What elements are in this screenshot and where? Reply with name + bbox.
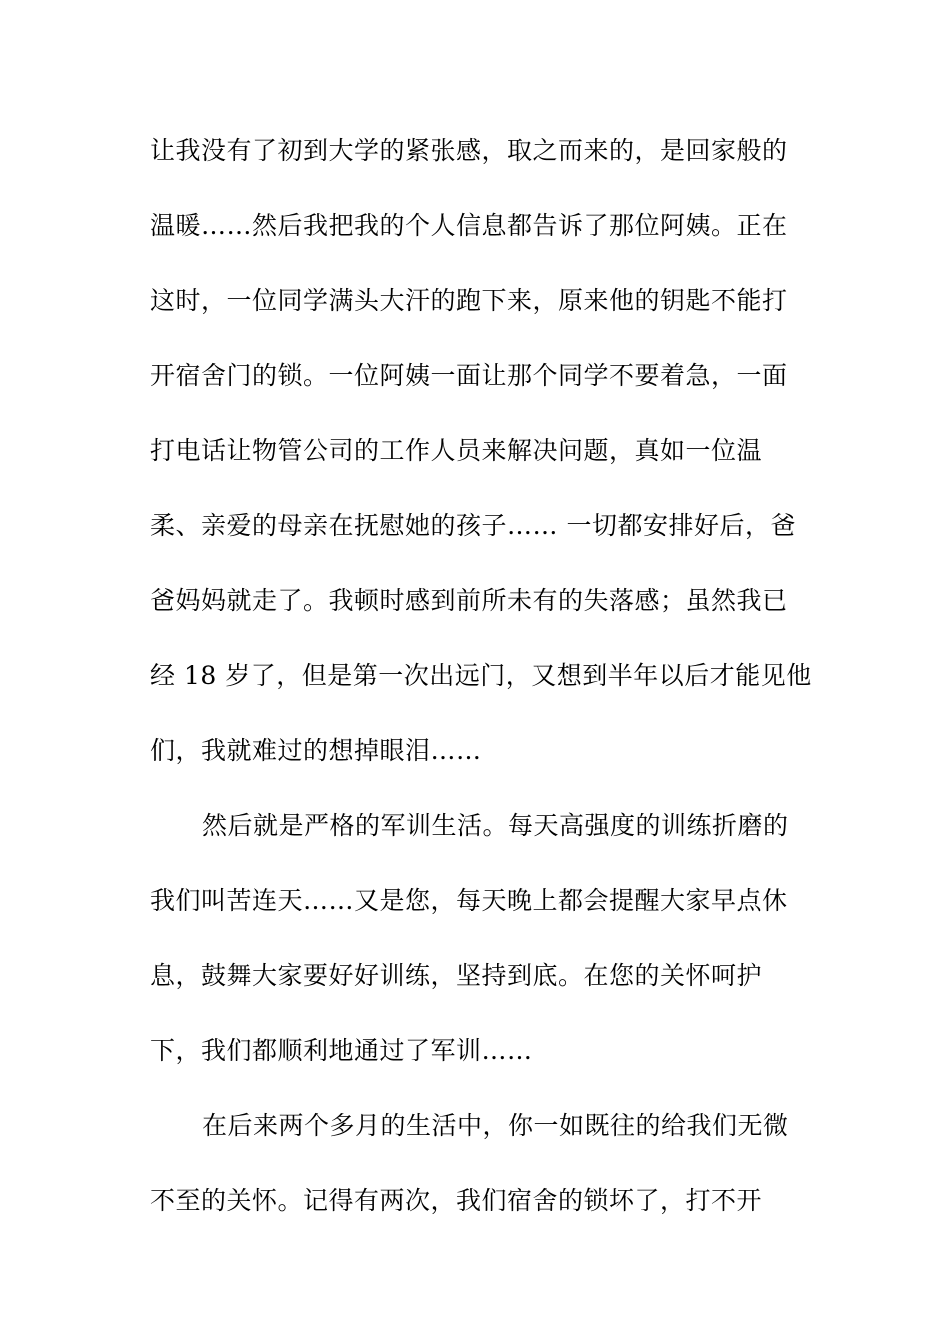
text-line: 打电话让物管公司的工作人员来解决问题，真如一位温 xyxy=(150,436,763,465)
text-line: 温暖……然后我把我的个人信息都告诉了那位阿姨。正在 xyxy=(150,211,788,240)
paragraph-first-line: 在后来两个多月的生活中，你一如既往的给我们无微 xyxy=(202,1111,789,1140)
text-line: 柔、亲爱的母亲在抚慰她的孩子…… 一切都安排好后，爸 xyxy=(150,511,796,540)
text-line: 息，鼓舞大家要好好训练，坚持到底。在您的关怀呵护 xyxy=(150,961,763,990)
text-line: 不至的关怀。记得有两次，我们宿舍的锁坏了，打不开 xyxy=(150,1186,763,1215)
text-line: 经 18 岁了，但是第一次出远门，又想到半年以后才能见他 xyxy=(150,661,812,690)
text-line: 让我没有了初到大学的紧张感，取之而来的，是回家般的 xyxy=(150,136,788,165)
paragraph-first-line: 然后就是严格的军训生活。每天高强度的训练折磨的 xyxy=(202,811,789,840)
text-line: 开宿舍门的锁。一位阿姨一面让那个同学不要着急，一面 xyxy=(150,361,788,390)
text-line: 们，我就难过的想掉眼泪…… xyxy=(150,736,482,765)
text-line: 我们叫苦连天……又是您，每天晚上都会提醒大家早点休 xyxy=(150,886,788,915)
text-line: 下，我们都顺利地通过了军训…… xyxy=(150,1036,533,1065)
text-line: 爸妈妈就走了。我顿时感到前所未有的失落感；虽然我已 xyxy=(150,586,788,615)
text-line: 这时，一位同学满头大汗的跑下来，原来他的钥匙不能打 xyxy=(150,286,788,315)
document-body xyxy=(150,126,810,1251)
